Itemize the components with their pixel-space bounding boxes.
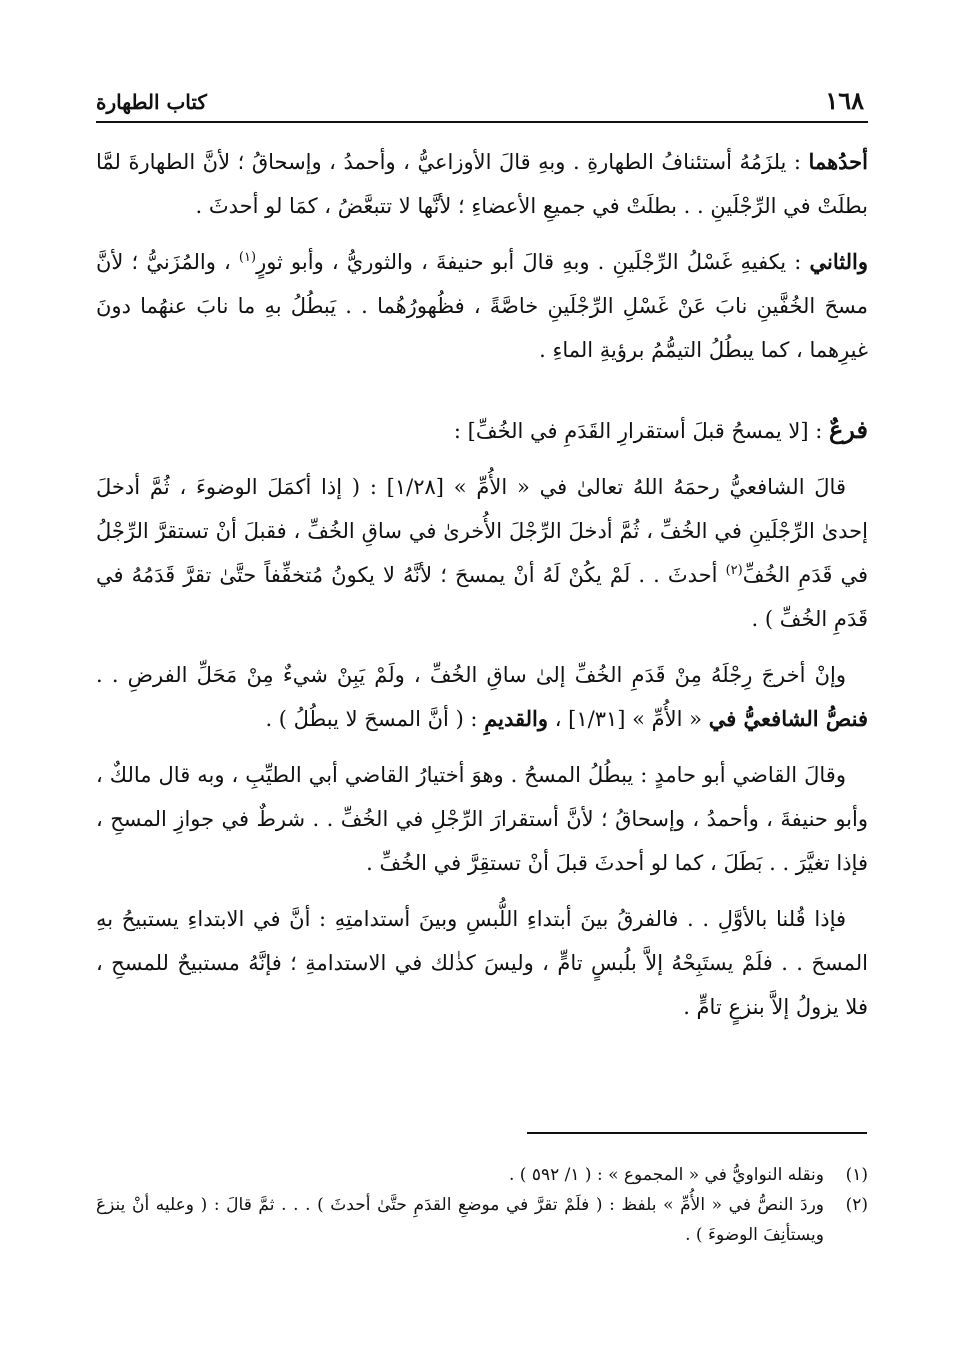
- footnote-marker: (٢): [725, 563, 743, 578]
- paragraph-difference: [96, 897, 868, 1029]
- footnote: [96, 1190, 868, 1250]
- footnote: [96, 1160, 868, 1190]
- book-title: كتاب الطهارة: [96, 90, 207, 114]
- paragraph-bold: فنصُّ الشافعيُّ في: [708, 706, 868, 731]
- main-text: [96, 140, 868, 1041]
- footnotes: [96, 1160, 868, 1250]
- branch-label: فرعٌ: [828, 415, 868, 444]
- paragraph-text: فإذا قُلنا بالأوَّلِ . . فالفرقُ بينَ أبتداءِ اللُّبسِ وبينَ أستدامتِهِ : أنَّ في الابتداءِ يستبيحُ بهِ المسحَ . . فلَمْ يستَبِحْهُ إلاَّ بلُبسٍ تامٍّ ، وليسَ كذٰلك في الاستدامةِ ؛ فإنَّهُ مستبيحٌ للمسحِ ، فلا يزولُ إلاَّ بنزعٍ تامٍّ .: [96, 907, 868, 1019]
- paragraph-text: : يكفيهِ غَسْلُ الرِّجْلَينِ . وبهِ قالَ أبو حنيفةَ ، والثوريُّ ، وأبو ثورٍ: [256, 250, 810, 274]
- header-rule: [96, 121, 868, 123]
- paragraph-bold: والقديمِ: [484, 706, 549, 731]
- page-number: ١٦٨: [825, 86, 864, 115]
- paragraph-text: أحدثَ . . لَمْ يكُنْ لَهُ أنْ يمسحَ ؛ لأنَّهُ لا يكونُ مُتخفِّفاً حتَّىٰ تقرَّ قَدَمُهُ في قَدَمِ الخُفِّ ) .: [96, 563, 868, 631]
- paragraph-second-opinion: [96, 240, 868, 372]
- paragraph-first-opinion: [96, 140, 868, 228]
- paragraph-qadi-opinion: [96, 753, 868, 885]
- paragraph-text: قالَ الشافعيُّ رحمَهُ اللهُ تعالىٰ في « الأُمِّ » [١/٢٨] : ( إذا أكمَلَ الوضوءَ ، ثُمَّ أدخلَ إحدىٰ الرِّجْلَينِ في الخُفِّ ، ثُمَّ أدخلَ الرِّجْلَ الأُخرىٰ في ساقِ الخُفِّ ، فقبلَ أنْ تستقرَّ الرِّجْلُ في قَدَمِ الخُفِّ: [96, 475, 868, 587]
- footnote-text: وردَ النصُّ في « الأُمِّ » بلفظ : ( فلَمْ تقرَّ في موضعِ القدَمِ حتَّىٰ أحدثَ ) . . . ثمَّ قالَ : ( وعليه أنْ ينزعَ ويستأنِفَ الوضوءَ ) .: [96, 1195, 824, 1245]
- paragraph-lead: والثاني: [809, 249, 868, 274]
- paragraph-removal: [96, 653, 868, 741]
- branch-heading: [96, 408, 868, 453]
- paragraph-text: : ( أنَّ المسحَ لا يبطُلُ ) .: [265, 707, 485, 731]
- paragraph-shafii-quote: [96, 465, 868, 641]
- paragraph-text: وإنْ أخرجَ رِجْلَهُ مِنْ قَدَمِ الخُفِّ إلىٰ ساقِ الخُفِّ ، ولَمْ يَبِنْ شيءٌ مِنْ مَحَلِّ الفرضِ . .: [96, 663, 846, 687]
- branch-title: : [لا يمسحُ قبلَ أستقرارِ القَدَمِ في الخُفِّ] :: [453, 419, 829, 443]
- paragraph-text: ، والمُزَنيُّ ؛ لأنَّ مسحَ الخُفَّينِ نابَ عَنْ غَسْلِ الرِّجْلَينِ خاصَّةً ، فظُهورُهُما . . يَبطُلُ بهِ ما نابَ عنهُما دونَ غيرِهما ، كما يبطُلُ التيمُّمُ برؤيةِ الماءِ .: [96, 250, 868, 362]
- paragraph-text: : يلزَمُهُ أستئنافُ الطهارةِ . وبهِ قالَ الأوزاعيُّ ، وأحمدُ ، وإسحاقُ ؛ لأنَّ الطهارةَ لمَّا بطلَتْ في الرِّجْلَينِ . . بطلَتْ في جميعِ الأعضاءِ ؛ لأنَّها لا تتبعَّضُ ، كمَا لو أحدثَ .: [96, 150, 868, 218]
- paragraph-text: « الأُمِّ » [١/٣١] ،: [548, 707, 709, 731]
- footnote-text: ونقله النواويُّ في « المجموع » : ( ١/ ٥٩٢ ) .: [508, 1165, 824, 1185]
- running-header: [96, 86, 864, 122]
- footnote-marker: (١): [238, 250, 257, 265]
- paragraph-lead: أحدُهما: [808, 149, 868, 174]
- paragraph-text: وقالَ القاضي أبو حامدٍ : يبطُلُ المسحُ . وهوَ أختيارُ القاضي أبي الطيِّبِ ، وبه قال مالكٌ ، وأبو حنيفةَ ، وأحمدُ ، وإسحاقُ ؛ لأنَّ أستقرارَ الرِّجْلِ في الخُفِّ . . شرطٌ في جوازِ المسحِ ، فإذا تغيَّرَ . . بَطَلَ ، كما لو أحدثَ قبلَ أنْ تستقِرَّ في الخُفِّ .: [96, 763, 868, 875]
- footnote-number: (٢): [845, 1195, 868, 1215]
- footnote-number: (١): [845, 1165, 868, 1185]
- footnote-rule: [527, 1132, 867, 1134]
